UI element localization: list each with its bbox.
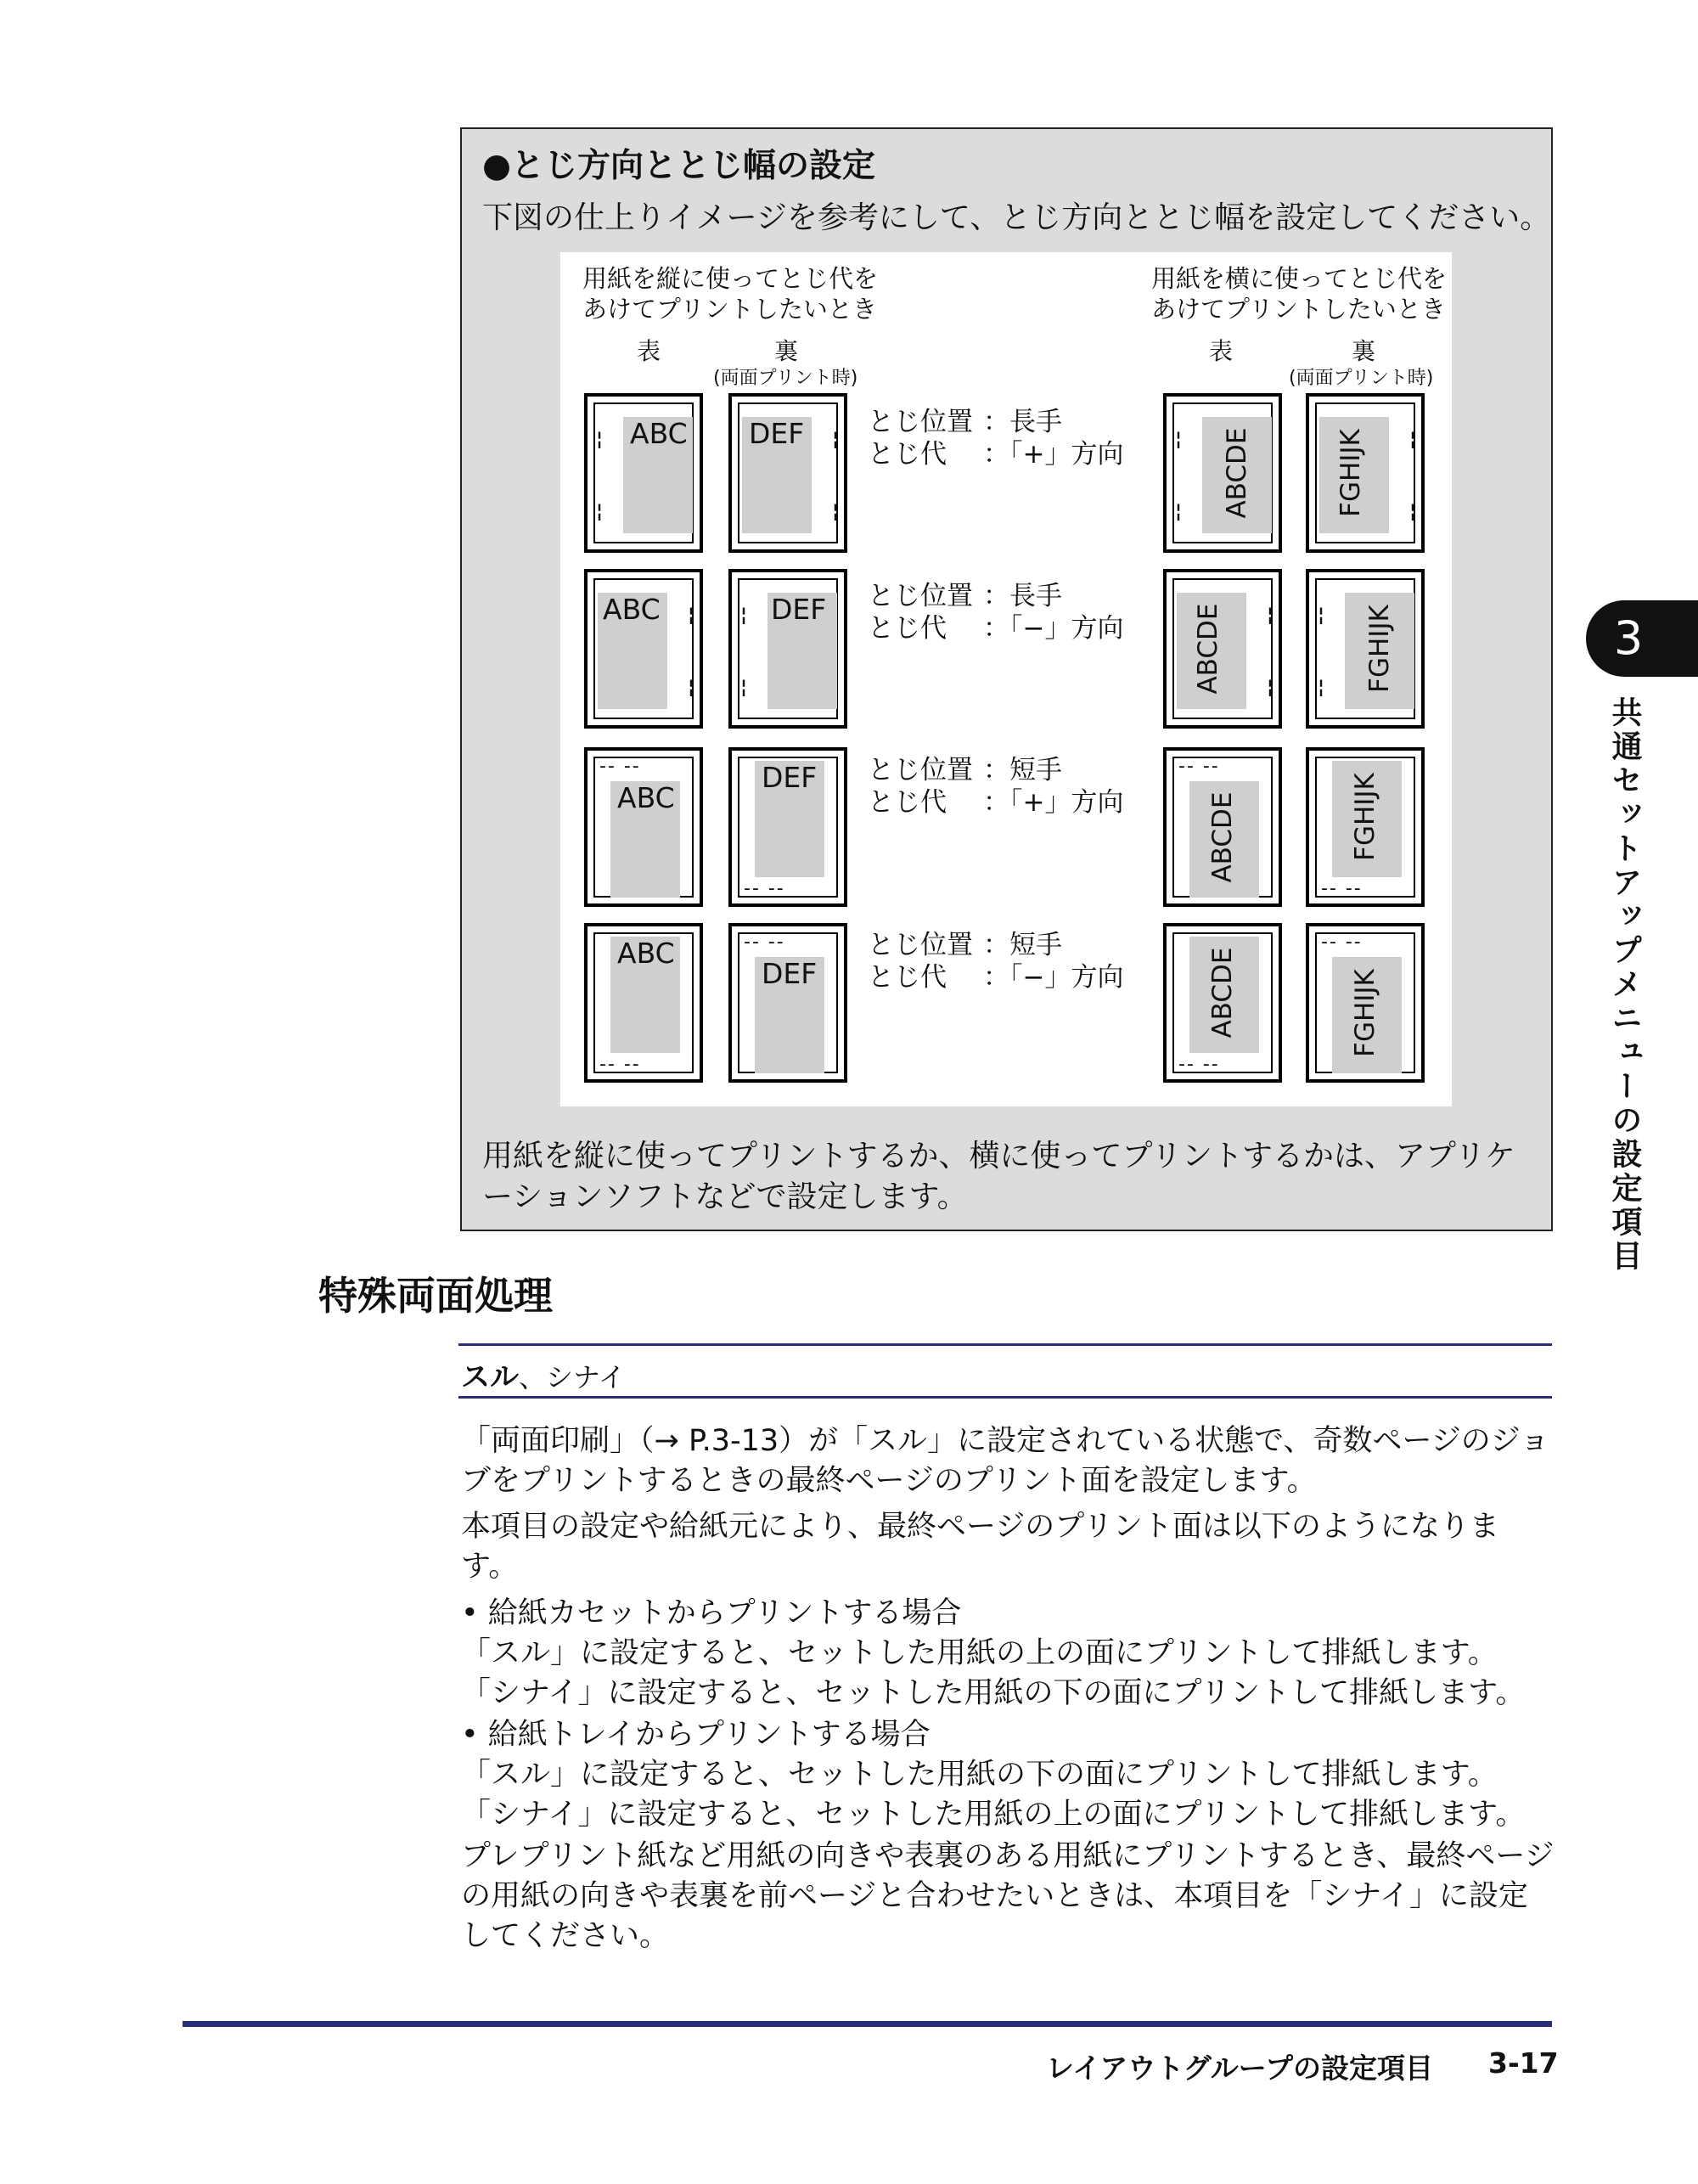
bullet-title: • 給紙トレイからプリントする場合 xyxy=(461,1718,931,1752)
body-paragraph: 「両面印刷」（→ P.3-13）が「スル」に設定されている状態で、奇数ページのジョブをプリントするときの最終ページのプリント面を設定します。 xyxy=(461,1424,1550,1498)
setting-value-off: 、シナイ xyxy=(519,1361,626,1393)
binding-position-value: ：長手 xyxy=(983,407,1062,437)
print-text-rotated: ABCDE xyxy=(1207,791,1238,883)
binding-position-label: とじ位置 xyxy=(868,755,973,785)
binding-mark: ¦ xyxy=(1318,677,1325,698)
margin-label: とじ代 xyxy=(868,439,947,470)
binding-row-4-values xyxy=(983,929,1123,993)
binding-mark: ¦ xyxy=(1318,605,1325,626)
print-text: DEF xyxy=(749,417,805,450)
setting-value-on: スル xyxy=(461,1360,519,1394)
binding-row-2-values xyxy=(983,580,1123,645)
binding-row-4-labels xyxy=(868,929,973,993)
front-label: 表 xyxy=(1209,337,1234,365)
duplex-note: (両面プリント時) xyxy=(713,368,858,389)
page-back-portrait xyxy=(728,747,847,907)
binding-mark: -- -- xyxy=(744,932,785,953)
binding-mark: ¦ xyxy=(688,605,695,626)
binding-mark: -- -- xyxy=(744,878,785,899)
binding-mark: ¦ xyxy=(1409,501,1417,522)
margin-value: ：「+」方向 xyxy=(983,439,1124,470)
binding-position-label: とじ位置 xyxy=(868,407,973,437)
margin-value: ：「+」方向 xyxy=(983,787,1124,818)
page-back-landscape xyxy=(1306,569,1425,729)
landscape-header xyxy=(1151,263,1447,324)
page-back-portrait xyxy=(728,393,847,553)
binding-mark: -- -- xyxy=(1178,756,1220,777)
print-text-rotated: ABCDE xyxy=(1207,947,1238,1039)
landscape-header-line: あけてプリントしたいとき xyxy=(1151,295,1446,324)
bullet-line: 「シナイ」に設定すると、セットした用紙の上の面にプリントして排紙します。 xyxy=(461,1798,1526,1832)
back-label: 裏 xyxy=(774,337,799,365)
binding-mark: ¦ xyxy=(832,501,840,522)
portrait-header-line: 用紙を縦に使ってとじ代を xyxy=(582,264,879,293)
page-back-portrait xyxy=(728,923,847,1083)
binding-mark: -- -- xyxy=(1178,1054,1220,1075)
bullet-cassette xyxy=(461,1594,1556,1714)
binding-mark: ¦ xyxy=(1175,429,1183,450)
print-text-rotated: ABCDE xyxy=(1222,427,1252,519)
margin-label: とじ代 xyxy=(868,962,947,993)
page-front-portrait xyxy=(584,923,703,1083)
page-front-portrait xyxy=(584,393,703,553)
setting-name xyxy=(461,1354,626,1395)
binding-mark: -- -- xyxy=(1321,932,1363,953)
bullet-tray xyxy=(461,1715,1556,1835)
margin-value: ：「−」方向 xyxy=(983,613,1124,644)
print-text-rotated: ABCDE xyxy=(1193,603,1223,695)
binding-position-label: とじ位置 xyxy=(868,581,973,611)
page-front-landscape xyxy=(1163,569,1282,729)
page-front-landscape xyxy=(1163,747,1282,907)
binding-mark: ¦ xyxy=(1175,501,1183,522)
bullet-line: 「スル」に設定すると、セットした用紙の上の面にプリントして排紙します。 xyxy=(461,1636,1498,1670)
binding-mark: -- -- xyxy=(599,756,641,777)
page-front-landscape xyxy=(1163,923,1282,1083)
print-text-rotated: FGHIJK xyxy=(1364,605,1395,693)
binding-mark: ¦ xyxy=(688,677,695,698)
print-text-rotated: FGHIJK xyxy=(1350,969,1380,1057)
print-text: DEF xyxy=(762,957,818,990)
portrait-header-line: あけてプリントしたいとき xyxy=(582,295,877,324)
page-front-portrait xyxy=(584,747,703,907)
print-text: ABC xyxy=(617,937,675,970)
print-text: ABC xyxy=(630,417,688,450)
closing-paragraph: プレプリント紙など用紙の向きや表裏のある用紙にプリントするとき、最終ページの用紙の向きや表裏を前ページと合わせたいときは、本項目を「シナイ」に設定してください。 xyxy=(461,1839,1555,1953)
binding-row-1-values xyxy=(983,406,1123,470)
back-label: 裏 xyxy=(1352,337,1376,365)
page-front-portrait xyxy=(584,569,703,729)
print-text: DEF xyxy=(771,593,827,626)
body-paragraph: 本項目の設定や給紙元により、最終ページのプリント面は以下のようになります。 xyxy=(461,1510,1499,1584)
binding-mark: ¦ xyxy=(740,677,748,698)
chapter-number: 3 xyxy=(1613,611,1644,665)
setting-rule-bottom xyxy=(458,1396,1552,1399)
bullet-line: 「スル」に設定すると、セットした用紙の下の面にプリントして排紙します。 xyxy=(461,1758,1498,1792)
section-heading: 特殊両面処理 xyxy=(318,1273,553,1319)
binding-position-value: ：短手 xyxy=(983,755,1062,785)
binding-mark: ¦ xyxy=(832,429,840,450)
footer-section-title: レイアウトグループの設定項目 xyxy=(1046,2052,1434,2085)
print-text-rotated: FGHIJK xyxy=(1350,773,1380,861)
margin-label: とじ代 xyxy=(868,787,947,818)
footer-rule xyxy=(183,2021,1552,2027)
binding-position-label: とじ位置 xyxy=(868,930,973,960)
page-back-landscape xyxy=(1306,747,1425,907)
binding-position-value: ：短手 xyxy=(983,930,1062,960)
portrait-header xyxy=(582,263,878,324)
binding-mark: ¦ xyxy=(1267,677,1274,698)
binding-mark: ¦ xyxy=(596,429,604,450)
page-back-landscape xyxy=(1306,923,1425,1083)
print-text-rotated: FGHIJK xyxy=(1335,429,1366,517)
box-note: 用紙を縦に使ってプリントするか、横に使ってプリントするかは、アプリケーションソフトなどで設定します。 xyxy=(482,1139,1515,1214)
box-description: 下図の仕上りイメージを参考にして、とじ方向ととじ幅を設定してください。 xyxy=(482,200,1551,235)
binding-row-3-values xyxy=(983,754,1123,819)
binding-mark: ¦ xyxy=(1267,605,1274,626)
bullet-title: • 給紙カセットからプリントする場合 xyxy=(461,1596,962,1630)
box-title: ●とじ方向ととじ幅の設定 xyxy=(482,147,876,185)
binding-mark: -- -- xyxy=(1321,878,1363,899)
page-number: 3-17 xyxy=(1488,2046,1559,2080)
bullet-line: 「シナイ」に設定すると、セットした用紙の下の面にプリントして排紙します。 xyxy=(461,1676,1526,1710)
margin-label: とじ代 xyxy=(868,613,947,644)
binding-row-3-labels xyxy=(868,754,973,819)
chapter-title: 共通セットアップメニューの設定項目 xyxy=(1607,696,1642,1274)
margin-value: ：「−」方向 xyxy=(983,962,1124,993)
binding-mark: ¦ xyxy=(1409,429,1417,450)
print-text: DEF xyxy=(762,761,818,794)
binding-row-1-labels xyxy=(868,406,973,470)
page-front-landscape xyxy=(1163,393,1282,553)
setting-rule-top xyxy=(458,1343,1552,1346)
front-label: 表 xyxy=(637,337,661,365)
binding-mark: ¦ xyxy=(596,501,604,522)
duplex-note: (両面プリント時) xyxy=(1289,368,1434,389)
print-text: ABC xyxy=(617,781,675,814)
binding-position-value: ：長手 xyxy=(983,581,1062,611)
landscape-header-line: 用紙を横に使ってとじ代を xyxy=(1151,264,1448,293)
page-back-portrait xyxy=(728,569,847,729)
print-text: ABC xyxy=(603,593,661,626)
binding-row-2-labels xyxy=(868,580,973,645)
binding-mark: -- -- xyxy=(599,1054,641,1075)
binding-mark: ¦ xyxy=(740,605,748,626)
page-back-landscape xyxy=(1306,393,1425,553)
